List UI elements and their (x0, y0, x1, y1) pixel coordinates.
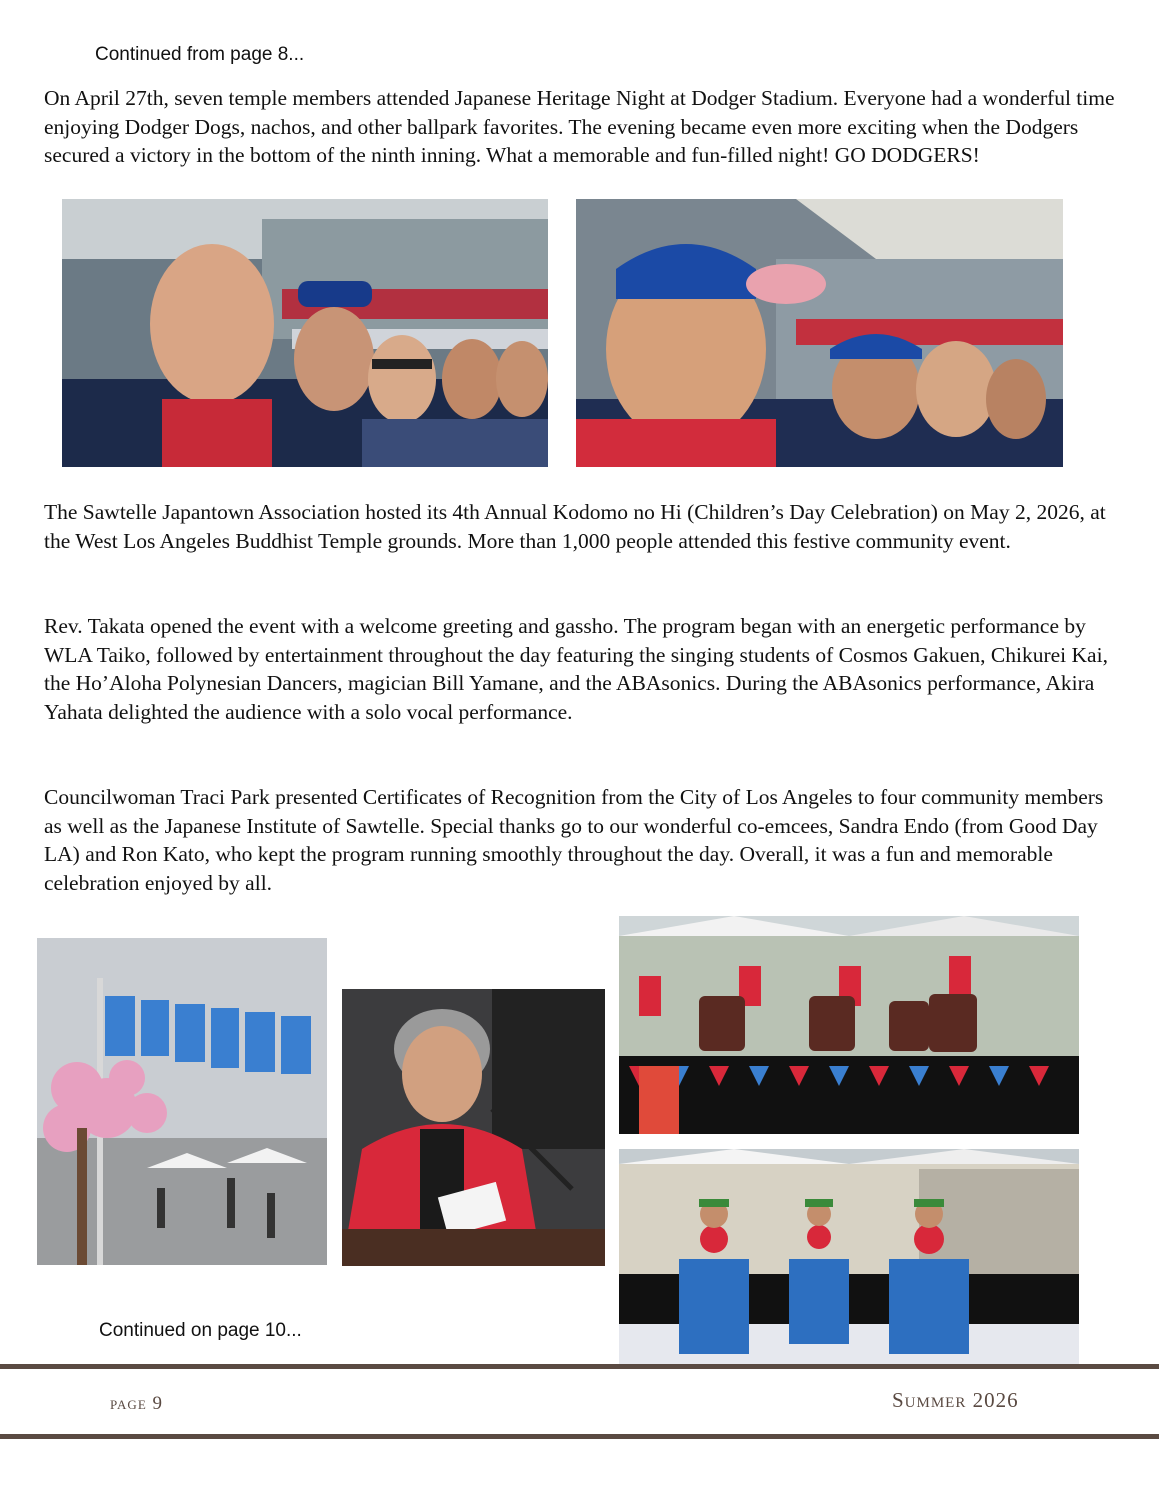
continued-from-label: Continued from page 8... (95, 44, 305, 65)
footer-season: Summer 2026 (892, 1388, 1019, 1412)
paragraph-dodgers: On April 27th, seven temple members attended Japanese Heritage Night at Dodger Stadium. Everyone had a wonderful time enjoying Dodger Dogs, nachos, and other ballpark favorites. The evening became even more exciting when the Dodgers secured a victory in the bottom of the ninth inning. What a memorable and fun-filled night! GO DODGERS! (44, 86, 1115, 168)
paragraph-program: Rev. Takata opened the event with a welcome greeting and gassho. The program began with an energetic performance by WLA Taiko, followed by entertainment throughout the day featuring the singing students of Cosmos Gakuen, Chikurei Kai, the Ho’Aloha Polynesian Dancers, magician Bill Yamane, and the ABAsonics. During the ABAsonics performance, Akira Yahata delighted the audience with a solo vocal performance. (44, 614, 1108, 724)
photo-polynesian-dancers (619, 1149, 1079, 1364)
paragraph-kodomo: The Sawtelle Japantown Association hosted its 4th Annual Kodomo no Hi (Children’s Day Celebration) on May 2, 2026, at the West Los Angeles Buddhist Temple grounds. More than 1,000 people attended this festive community event. (44, 500, 1106, 553)
footer-rule-top (0, 1364, 1159, 1369)
footer-rule-bottom (0, 1434, 1159, 1439)
photo-dodgers-selfie-right (576, 199, 1063, 467)
photo-koinobori-banners (37, 938, 327, 1265)
paragraph-recognition: Councilwoman Traci Park presented Certificates of Recognition from the City of Los Angeles to four community members as well as the Japanese Institute of Sawtelle. Special thanks go to our wonderful co-emcees, Sandra Endo (from Good Day LA) and Ron Kato, who kept the program running smoothly throughout the day. Overall, it was a fun and memorable celebration enjoyed by all. (44, 785, 1104, 895)
continued-on-label: Continued on page 10... (99, 1320, 302, 1341)
photo-speaker-podium (342, 989, 605, 1266)
photo-dodgers-selfie-left (62, 199, 548, 467)
photo-taiko-performance (619, 916, 1079, 1134)
footer-page-number: page 9 (110, 1393, 164, 1414)
